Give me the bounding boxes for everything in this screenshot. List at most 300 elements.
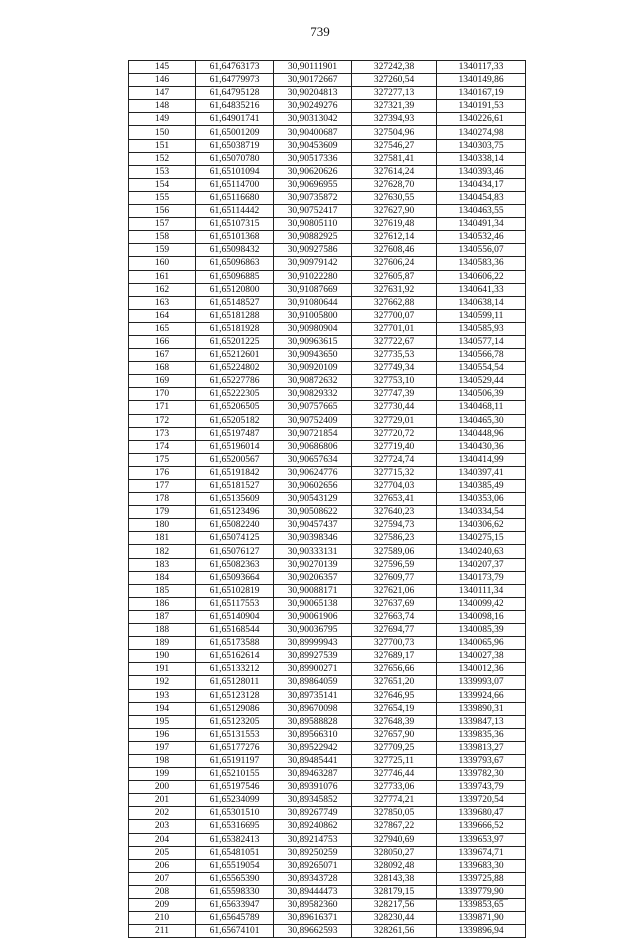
- latitude-cell: 61,65123496: [196, 506, 274, 519]
- table-row: [129, 139, 526, 152]
- x-coordinate-cell: 327614,24: [352, 165, 437, 178]
- x-coordinate-cell: 327749,34: [352, 362, 437, 375]
- latitude-cell: 61,65645789: [196, 912, 274, 925]
- longitude-cell: 30,89214753: [274, 833, 352, 846]
- table-row: [129, 362, 526, 375]
- table-row: [129, 571, 526, 584]
- longitude-cell: 30,91080644: [274, 296, 352, 309]
- x-coordinate-cell: 327612,14: [352, 231, 437, 244]
- x-coordinate-cell: 327594,73: [352, 519, 437, 532]
- latitude-cell: 61,65224802: [196, 362, 274, 375]
- longitude-cell: 30,90172667: [274, 74, 352, 87]
- x-coordinate-cell: 328092,48: [352, 859, 437, 872]
- x-coordinate-cell: 328230,44: [352, 912, 437, 925]
- x-coordinate-cell: 327940,69: [352, 833, 437, 846]
- latitude-cell: 61,65168544: [196, 624, 274, 637]
- longitude-cell: 30,89485441: [274, 754, 352, 767]
- y-coordinate-cell: 1339725,88: [437, 872, 526, 885]
- latitude-cell: 61,65096885: [196, 270, 274, 283]
- table-row: [129, 152, 526, 165]
- x-coordinate-cell: 327715,32: [352, 466, 437, 479]
- y-coordinate-cell: 1340448,96: [437, 427, 526, 440]
- x-coordinate-cell: 328143,38: [352, 872, 437, 885]
- table-row: [129, 650, 526, 663]
- x-coordinate-cell: 327504,96: [352, 126, 437, 139]
- point-number-cell: 210: [129, 912, 196, 925]
- point-number-cell: 189: [129, 637, 196, 650]
- x-coordinate-cell: 327646,95: [352, 689, 437, 702]
- longitude-cell: 30,90979142: [274, 257, 352, 270]
- longitude-cell: 30,89927539: [274, 650, 352, 663]
- point-number-cell: 174: [129, 440, 196, 453]
- table-row: [129, 610, 526, 623]
- latitude-cell: 61,65598330: [196, 885, 274, 898]
- point-number-cell: 173: [129, 427, 196, 440]
- x-coordinate-cell: 327689,17: [352, 650, 437, 663]
- latitude-cell: 61,64779973: [196, 74, 274, 87]
- point-number-cell: 176: [129, 466, 196, 479]
- longitude-cell: 30,90111901: [274, 61, 352, 74]
- coordinates-table-body: [129, 61, 526, 938]
- y-coordinate-cell: 1340065,96: [437, 637, 526, 650]
- point-number-cell: 163: [129, 296, 196, 309]
- x-coordinate-cell: 327637,69: [352, 597, 437, 610]
- y-coordinate-cell: 1340599,11: [437, 309, 526, 322]
- point-number-cell: 179: [129, 506, 196, 519]
- y-coordinate-cell: 1339779,90: [437, 885, 526, 898]
- longitude-cell: 30,89250259: [274, 846, 352, 859]
- x-coordinate-cell: 327747,39: [352, 388, 437, 401]
- point-number-cell: 187: [129, 610, 196, 623]
- point-number-cell: 161: [129, 270, 196, 283]
- table-row: [129, 519, 526, 532]
- y-coordinate-cell: 1340173,79: [437, 571, 526, 584]
- table-row: [129, 558, 526, 571]
- y-coordinate-cell: 1340434,17: [437, 178, 526, 191]
- longitude-cell: 30,89616371: [274, 912, 352, 925]
- point-number-cell: 207: [129, 872, 196, 885]
- y-coordinate-cell: 1339782,30: [437, 768, 526, 781]
- table-row: [129, 545, 526, 558]
- table-row: [129, 309, 526, 322]
- x-coordinate-cell: 327631,92: [352, 283, 437, 296]
- table-row: [129, 401, 526, 414]
- y-coordinate-cell: 1340117,33: [437, 61, 526, 74]
- table-row: [129, 257, 526, 270]
- point-number-cell: 192: [129, 676, 196, 689]
- longitude-cell: 30,91087669: [274, 283, 352, 296]
- y-coordinate-cell: 1340393,46: [437, 165, 526, 178]
- table-row: [129, 231, 526, 244]
- latitude-cell: 61,64763173: [196, 61, 274, 74]
- y-coordinate-cell: 1340430,36: [437, 440, 526, 453]
- point-number-cell: 206: [129, 859, 196, 872]
- longitude-cell: 30,90206357: [274, 571, 352, 584]
- y-coordinate-cell: 1340306,62: [437, 519, 526, 532]
- longitude-cell: 30,90036795: [274, 624, 352, 637]
- x-coordinate-cell: 327546,27: [352, 139, 437, 152]
- y-coordinate-cell: 1339674,71: [437, 846, 526, 859]
- y-coordinate-cell: 1340583,36: [437, 257, 526, 270]
- latitude-cell: 61,65096863: [196, 257, 274, 270]
- point-number-cell: 170: [129, 388, 196, 401]
- latitude-cell: 61,65070780: [196, 152, 274, 165]
- latitude-cell: 61,65128011: [196, 676, 274, 689]
- y-coordinate-cell: 1339680,47: [437, 807, 526, 820]
- x-coordinate-cell: 327719,40: [352, 440, 437, 453]
- latitude-cell: 61,65140904: [196, 610, 274, 623]
- table-row: [129, 283, 526, 296]
- table-row: [129, 453, 526, 466]
- table-row: [129, 741, 526, 754]
- table-row: [129, 61, 526, 74]
- point-number-cell: 200: [129, 781, 196, 794]
- x-coordinate-cell: 327709,25: [352, 741, 437, 754]
- x-coordinate-cell: 327606,24: [352, 257, 437, 270]
- longitude-cell: 30,90270139: [274, 558, 352, 571]
- longitude-cell: 30,89345852: [274, 794, 352, 807]
- table-row: [129, 872, 526, 885]
- table-row: [129, 87, 526, 100]
- table-row: [129, 820, 526, 833]
- latitude-cell: 61,65117553: [196, 597, 274, 610]
- longitude-cell: 30,89463287: [274, 768, 352, 781]
- coordinates-table: [128, 60, 526, 938]
- x-coordinate-cell: 327621,06: [352, 584, 437, 597]
- y-coordinate-cell: 1340167,19: [437, 87, 526, 100]
- latitude-cell: 61,65098432: [196, 244, 274, 257]
- point-number-cell: 194: [129, 702, 196, 715]
- y-coordinate-cell: 1340566,78: [437, 349, 526, 362]
- y-coordinate-cell: 1340463,55: [437, 205, 526, 218]
- latitude-cell: 61,65301510: [196, 807, 274, 820]
- table-row: [129, 584, 526, 597]
- latitude-cell: 61,65196014: [196, 440, 274, 453]
- longitude-cell: 30,89240862: [274, 820, 352, 833]
- y-coordinate-cell: 1340085,39: [437, 624, 526, 637]
- point-number-cell: 151: [129, 139, 196, 152]
- x-coordinate-cell: 328217,56: [352, 899, 437, 912]
- latitude-cell: 61,65101094: [196, 165, 274, 178]
- latitude-cell: 61,64901741: [196, 113, 274, 126]
- table-row: [129, 388, 526, 401]
- y-coordinate-cell: 1339896,94: [437, 925, 526, 938]
- y-coordinate-cell: 1340638,14: [437, 296, 526, 309]
- point-number-cell: 205: [129, 846, 196, 859]
- y-coordinate-cell: 1340353,06: [437, 493, 526, 506]
- y-coordinate-cell: 1339835,36: [437, 728, 526, 741]
- longitude-cell: 30,90805110: [274, 218, 352, 231]
- table-row: [129, 637, 526, 650]
- latitude-cell: 61,65181288: [196, 309, 274, 322]
- table-row: [129, 833, 526, 846]
- y-coordinate-cell: 1340529,44: [437, 375, 526, 388]
- longitude-cell: 30,90872632: [274, 375, 352, 388]
- y-coordinate-cell: 1340275,15: [437, 532, 526, 545]
- longitude-cell: 30,89735141: [274, 689, 352, 702]
- point-number-cell: 146: [129, 74, 196, 87]
- latitude-cell: 61,65181527: [196, 480, 274, 493]
- y-coordinate-cell: 1340554,54: [437, 362, 526, 375]
- table-row: [129, 126, 526, 139]
- longitude-cell: 30,89391076: [274, 781, 352, 794]
- y-coordinate-cell: 1340585,93: [437, 322, 526, 335]
- longitude-cell: 30,90204813: [274, 87, 352, 100]
- x-coordinate-cell: 327662,88: [352, 296, 437, 309]
- table-row: [129, 244, 526, 257]
- x-coordinate-cell: 327724,74: [352, 453, 437, 466]
- longitude-cell: 30,90963615: [274, 335, 352, 348]
- table-row: [129, 205, 526, 218]
- x-coordinate-cell: 328261,56: [352, 925, 437, 938]
- x-coordinate-cell: 327321,39: [352, 100, 437, 113]
- latitude-cell: 61,65102819: [196, 584, 274, 597]
- point-number-cell: 156: [129, 205, 196, 218]
- x-coordinate-cell: 327648,39: [352, 715, 437, 728]
- point-number-cell: 178: [129, 493, 196, 506]
- point-number-cell: 153: [129, 165, 196, 178]
- longitude-cell: 30,90980904: [274, 322, 352, 335]
- x-coordinate-cell: 327628,70: [352, 178, 437, 191]
- x-coordinate-cell: 327663,74: [352, 610, 437, 623]
- y-coordinate-cell: 1339720,54: [437, 794, 526, 807]
- point-number-cell: 167: [129, 349, 196, 362]
- longitude-cell: 30,90620626: [274, 165, 352, 178]
- latitude-cell: 61,65148527: [196, 296, 274, 309]
- x-coordinate-cell: 327651,20: [352, 676, 437, 689]
- y-coordinate-cell: 1340191,53: [437, 100, 526, 113]
- y-coordinate-cell: 1340099,42: [437, 597, 526, 610]
- latitude-cell: 61,65633947: [196, 899, 274, 912]
- x-coordinate-cell: 327700,73: [352, 637, 437, 650]
- x-coordinate-cell: 327242,38: [352, 61, 437, 74]
- x-coordinate-cell: 327596,59: [352, 558, 437, 571]
- y-coordinate-cell: 1340577,14: [437, 335, 526, 348]
- y-coordinate-cell: 1339993,07: [437, 676, 526, 689]
- x-coordinate-cell: 327605,87: [352, 270, 437, 283]
- longitude-cell: 30,90657634: [274, 453, 352, 466]
- table-row: [129, 427, 526, 440]
- y-coordinate-cell: 1339653,97: [437, 833, 526, 846]
- latitude-cell: 61,65133212: [196, 663, 274, 676]
- x-coordinate-cell: 327701,01: [352, 322, 437, 335]
- longitude-cell: 30,89588828: [274, 715, 352, 728]
- latitude-cell: 61,65120800: [196, 283, 274, 296]
- table-row: [129, 165, 526, 178]
- y-coordinate-cell: 1340397,41: [437, 466, 526, 479]
- point-number-cell: 183: [129, 558, 196, 571]
- latitude-cell: 61,65181928: [196, 322, 274, 335]
- longitude-cell: 30,89522942: [274, 741, 352, 754]
- table-row: [129, 899, 526, 912]
- point-number-cell: 164: [129, 309, 196, 322]
- longitude-cell: 30,90065138: [274, 597, 352, 610]
- y-coordinate-cell: 1340274,98: [437, 126, 526, 139]
- latitude-cell: 61,65519054: [196, 859, 274, 872]
- point-number-cell: 190: [129, 650, 196, 663]
- x-coordinate-cell: 327704,03: [352, 480, 437, 493]
- longitude-cell: 30,89566310: [274, 728, 352, 741]
- point-number-cell: 193: [129, 689, 196, 702]
- point-number-cell: 158: [129, 231, 196, 244]
- longitude-cell: 30,89670098: [274, 702, 352, 715]
- table-row: [129, 191, 526, 204]
- x-coordinate-cell: 327589,06: [352, 545, 437, 558]
- y-coordinate-cell: 1339890,31: [437, 702, 526, 715]
- table-row: [129, 912, 526, 925]
- latitude-cell: 61,65481051: [196, 846, 274, 859]
- point-number-cell: 175: [129, 453, 196, 466]
- y-coordinate-cell: 1339924,66: [437, 689, 526, 702]
- table-row: [129, 859, 526, 872]
- y-coordinate-cell: 1340468,11: [437, 401, 526, 414]
- page-number: 739: [310, 24, 330, 39]
- latitude-cell: 61,65093664: [196, 571, 274, 584]
- longitude-cell: 30,89265071: [274, 859, 352, 872]
- latitude-cell: 61,65227786: [196, 375, 274, 388]
- longitude-cell: 30,90333131: [274, 545, 352, 558]
- longitude-cell: 30,90686806: [274, 440, 352, 453]
- x-coordinate-cell: 327729,01: [352, 414, 437, 427]
- longitude-cell: 30,90752417: [274, 205, 352, 218]
- longitude-cell: 30,90735872: [274, 191, 352, 204]
- x-coordinate-cell: 328179,15: [352, 885, 437, 898]
- x-coordinate-cell: 327640,23: [352, 506, 437, 519]
- y-coordinate-cell: 1340098,16: [437, 610, 526, 623]
- table-row: [129, 335, 526, 348]
- longitude-cell: 30,90943650: [274, 349, 352, 362]
- x-coordinate-cell: 327746,44: [352, 768, 437, 781]
- x-coordinate-cell: 327630,55: [352, 191, 437, 204]
- x-coordinate-cell: 327730,44: [352, 401, 437, 414]
- y-coordinate-cell: 1340556,07: [437, 244, 526, 257]
- y-coordinate-cell: 1339793,67: [437, 754, 526, 767]
- y-coordinate-cell: 1340111,34: [437, 584, 526, 597]
- latitude-cell: 61,65200567: [196, 453, 274, 466]
- longitude-cell: 30,89582360: [274, 899, 352, 912]
- latitude-cell: 61,65082363: [196, 558, 274, 571]
- latitude-cell: 61,65162614: [196, 650, 274, 663]
- table-row: [129, 702, 526, 715]
- table-row: [129, 100, 526, 113]
- latitude-cell: 61,65234099: [196, 794, 274, 807]
- point-number-cell: 201: [129, 794, 196, 807]
- point-number-cell: 157: [129, 218, 196, 231]
- x-coordinate-cell: 327394,93: [352, 113, 437, 126]
- latitude-cell: 61,65565390: [196, 872, 274, 885]
- longitude-cell: 30,90696955: [274, 178, 352, 191]
- table-row: [129, 493, 526, 506]
- x-coordinate-cell: 327656,66: [352, 663, 437, 676]
- latitude-cell: 61,65135609: [196, 493, 274, 506]
- table-row: [129, 781, 526, 794]
- x-coordinate-cell: 327657,90: [352, 728, 437, 741]
- point-number-cell: 184: [129, 571, 196, 584]
- longitude-cell: 30,90400687: [274, 126, 352, 139]
- longitude-cell: 30,90920109: [274, 362, 352, 375]
- point-number-cell: 208: [129, 885, 196, 898]
- x-coordinate-cell: 327867,22: [352, 820, 437, 833]
- latitude-cell: 61,65205182: [196, 414, 274, 427]
- x-coordinate-cell: 327586,23: [352, 532, 437, 545]
- longitude-cell: 30,90061906: [274, 610, 352, 623]
- y-coordinate-cell: 1340303,75: [437, 139, 526, 152]
- point-number-cell: 149: [129, 113, 196, 126]
- table-row: [129, 349, 526, 362]
- point-number-cell: 147: [129, 87, 196, 100]
- x-coordinate-cell: 327653,41: [352, 493, 437, 506]
- y-coordinate-cell: 1340414,99: [437, 453, 526, 466]
- latitude-cell: 61,65123128: [196, 689, 274, 702]
- latitude-cell: 61,65129086: [196, 702, 274, 715]
- x-coordinate-cell: 327700,07: [352, 309, 437, 322]
- longitude-cell: 30,89444473: [274, 885, 352, 898]
- y-coordinate-cell: 1339743,79: [437, 781, 526, 794]
- latitude-cell: 61,65114700: [196, 178, 274, 191]
- point-number-cell: 152: [129, 152, 196, 165]
- x-coordinate-cell: 327722,67: [352, 335, 437, 348]
- table-row: [129, 754, 526, 767]
- table-row: [129, 375, 526, 388]
- y-coordinate-cell: 1339871,90: [437, 912, 526, 925]
- longitude-cell: 30,90313042: [274, 113, 352, 126]
- table-row: [129, 480, 526, 493]
- y-coordinate-cell: 1339813,27: [437, 741, 526, 754]
- point-number-cell: 195: [129, 715, 196, 728]
- latitude-cell: 61,65191197: [196, 754, 274, 767]
- footer-line: [398, 899, 508, 900]
- point-number-cell: 154: [129, 178, 196, 191]
- latitude-cell: 61,65191842: [196, 466, 274, 479]
- x-coordinate-cell: 327654,19: [352, 702, 437, 715]
- point-number-cell: 203: [129, 820, 196, 833]
- latitude-cell: 61,65197487: [196, 427, 274, 440]
- longitude-cell: 30,90602656: [274, 480, 352, 493]
- point-number-cell: 180: [129, 519, 196, 532]
- longitude-cell: 30,89267749: [274, 807, 352, 820]
- x-coordinate-cell: 327774,21: [352, 794, 437, 807]
- longitude-cell: 30,89662593: [274, 925, 352, 938]
- x-coordinate-cell: 327753,10: [352, 375, 437, 388]
- point-number-cell: 181: [129, 532, 196, 545]
- longitude-cell: 30,89864059: [274, 676, 352, 689]
- latitude-cell: 61,65082240: [196, 519, 274, 532]
- y-coordinate-cell: 1340027,38: [437, 650, 526, 663]
- latitude-cell: 61,65674101: [196, 925, 274, 938]
- point-number-cell: 204: [129, 833, 196, 846]
- point-number-cell: 165: [129, 322, 196, 335]
- latitude-cell: 61,65001209: [196, 126, 274, 139]
- latitude-cell: 61,65177276: [196, 741, 274, 754]
- latitude-cell: 61,65101368: [196, 231, 274, 244]
- point-number-cell: 209: [129, 899, 196, 912]
- latitude-cell: 61,65210155: [196, 768, 274, 781]
- y-coordinate-cell: 1340606,22: [437, 270, 526, 283]
- longitude-cell: 30,89900271: [274, 663, 352, 676]
- x-coordinate-cell: 327850,05: [352, 807, 437, 820]
- table-row: [129, 532, 526, 545]
- table-row: [129, 296, 526, 309]
- x-coordinate-cell: 327260,54: [352, 74, 437, 87]
- x-coordinate-cell: 327581,41: [352, 152, 437, 165]
- latitude-cell: 61,65201225: [196, 335, 274, 348]
- longitude-cell: 30,90721854: [274, 427, 352, 440]
- point-number-cell: 188: [129, 624, 196, 637]
- longitude-cell: 30,90543129: [274, 493, 352, 506]
- y-coordinate-cell: 1340465,30: [437, 414, 526, 427]
- latitude-cell: 61,65107315: [196, 218, 274, 231]
- x-coordinate-cell: 328050,27: [352, 846, 437, 859]
